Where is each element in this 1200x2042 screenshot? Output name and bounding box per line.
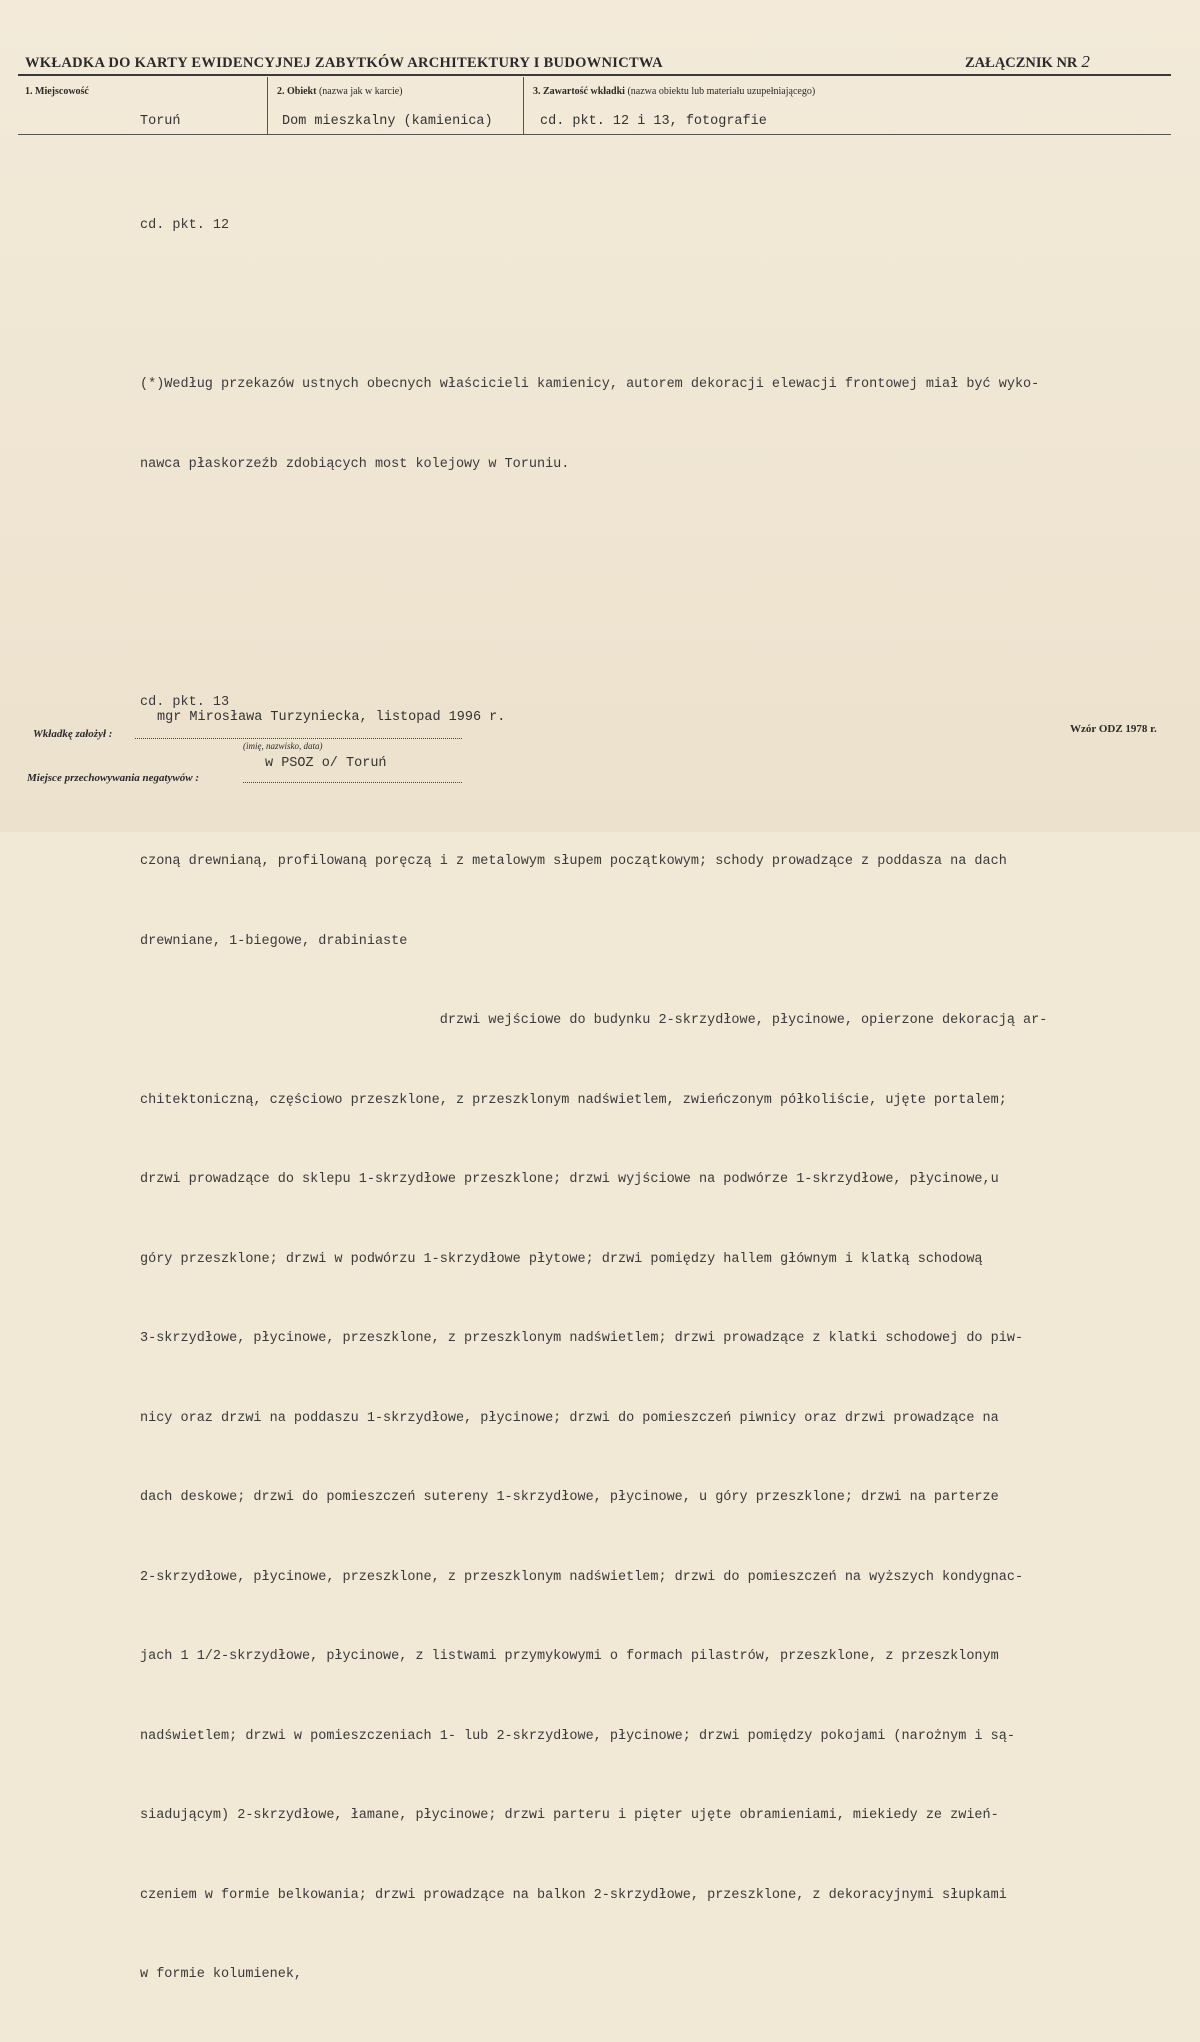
field-label-object bbox=[277, 86, 403, 97]
body-line: nawca płaskorzeźb zdobiących most kolejowy w Toruniu. bbox=[140, 456, 570, 472]
annex-label-text: ZAŁĄCZNIK NR bbox=[965, 55, 1078, 71]
author-hint: (imię, nazwisko, data) bbox=[243, 741, 323, 751]
body-line: czoną drewnianą, profilowaną poręczą i z metalowym słupem początkowym; schody prowadzące z poddasza na dach bbox=[140, 854, 1007, 869]
field-value-object: Dom mieszkalny (kamienica) bbox=[282, 114, 493, 129]
annex-label bbox=[965, 52, 1090, 72]
body-line: jach 1 1/2-skrzydłowe, płycinowe, z listwami przymykowymi o formach pilastrów, przeszklone, z przeszklonym bbox=[140, 1649, 999, 1664]
body-line: w formie kolumienek, bbox=[140, 1967, 303, 1982]
body-line: czeniem w formie belkowania; drzwi prowadzące na balkon 2-skrzydłowe, przeszklone, z dekoracyjnymi słupkami bbox=[140, 1887, 1007, 1903]
body-line: chitektoniczną, częściowo przeszklone, z przeszklonym nadświetlem, zwieńczonym półkoliście, ujęte portalem; bbox=[140, 1092, 1007, 1108]
column-divider-2 bbox=[523, 77, 524, 134]
body-line: siadującym) 2-skrzydłowe, łamane, płycinowe; drzwi parteru i pięter ujęte obramieniami, miekiedy ze zwień- bbox=[140, 1808, 999, 1823]
body-line bbox=[140, 531, 1070, 558]
body-line: drewniane, 1-biegowe, drabiniaste bbox=[140, 933, 408, 949]
contents-label-hint: (nazwa obiektu lub materiału uzupełniającego) bbox=[627, 86, 816, 97]
object-label-text: 2. Obiekt bbox=[277, 86, 317, 97]
body-line: nadświetlem; drzwi w pomieszczeniach 1- lub 2-skrzydłowe, płycinowe; drzwi pomiędzy pokojami (narożnym i są- bbox=[140, 1728, 1015, 1744]
body-line: drzwi prowadzące do sklepu 1-skrzydłowe przeszklone; drzwi wyjściowe na podwórze 1-skrzydłowe, płycinowe,u bbox=[140, 1172, 999, 1187]
negatives-dotted-line bbox=[243, 782, 462, 783]
contents-label-text: 3. Zawartość wkładki bbox=[533, 86, 625, 97]
body-line: cd. pkt. 12 bbox=[140, 218, 230, 233]
negatives-label: Miejsce przechowywania negatywów : bbox=[27, 772, 200, 784]
author-typed-value: mgr Mirosława Turzyniecka, listopad 1996 r. bbox=[157, 710, 506, 725]
field-label-locality bbox=[25, 86, 89, 97]
body-line bbox=[140, 293, 1070, 320]
author-label: Wkładkę założył : bbox=[33, 728, 113, 740]
annex-number: 2 bbox=[1081, 52, 1090, 71]
object-label-hint: (nazwa jak w karcie) bbox=[318, 86, 403, 97]
negatives-typed-value: w PSOZ o/ Toruń bbox=[265, 756, 387, 771]
field-value-locality: Toruń bbox=[140, 114, 181, 129]
form-code: Wzór ODZ 1978 r. bbox=[1070, 723, 1157, 735]
body-line: nicy oraz drzwi na poddaszu 1-skrzydłowe, płycinowe; drzwi do pomieszczeń piwnicy oraz drzwi prowadzące na bbox=[140, 1410, 999, 1426]
fields-bottom-rule bbox=[18, 134, 1171, 135]
header-rule bbox=[18, 74, 1171, 76]
field-value-contents: cd. pkt. 12 i 13, fotografie bbox=[540, 114, 767, 129]
body-line: (*)Według przekazów ustnych obecnych właścicieli kamienicy, autorem dekoracji elewacji frontowej miał być wyko- bbox=[140, 377, 1040, 392]
body-line bbox=[140, 611, 1070, 638]
form-title: WKŁADKA DO KARTY EWIDENCYJNEJ ZABYTKÓW ARCHITEKTURY I BUDOWNICTWA bbox=[25, 55, 663, 71]
author-dotted-line bbox=[135, 738, 462, 739]
body-line: góry przeszklone; drzwi w podwórzu 1-skrzydłowe płytowe; drzwi pomiędzy hallem głównym i klatką schodową bbox=[140, 1251, 983, 1267]
body-line: 2-skrzydłowe, płycinowe, przeszklone, z przeszklonym nadświetlem; drzwi do pomieszczeń na wyższych kondygnac- bbox=[140, 1569, 1024, 1585]
body-line: cd. pkt. 13 bbox=[140, 695, 230, 710]
column-divider-1 bbox=[267, 77, 268, 134]
field-label-contents bbox=[533, 86, 815, 97]
body-line: 3-skrzydłowe, płycinowe, przeszklone, z przeszklonym nadświetlem; drzwi prowadzące z klatki schodowej do piw- bbox=[140, 1331, 1024, 1346]
locality-label-text: 1. Miejscowość bbox=[25, 86, 89, 97]
typed-body bbox=[140, 160, 1070, 2042]
body-line: drzwi wejściowe do budynku 2-skrzydłowe, płycinowe, opierzone dekoracją ar- bbox=[140, 1013, 1048, 1028]
body-line: dach deskowe; drzwi do pomieszczeń sutereny 1-skrzydłowe, płycinowe, u góry przeszklone; drzwi na parterze bbox=[140, 1490, 999, 1505]
